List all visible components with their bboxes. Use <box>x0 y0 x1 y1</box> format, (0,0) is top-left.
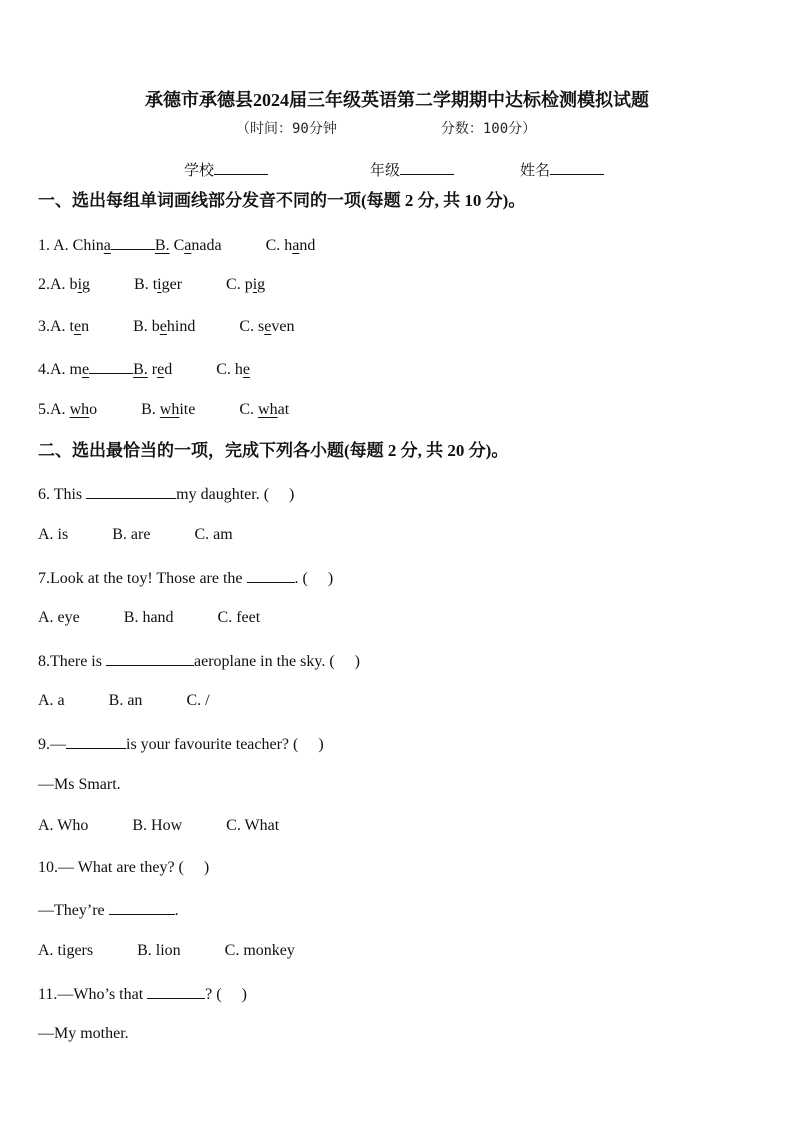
answer-blank <box>109 899 175 915</box>
question-4: 4.A. me B. red C. he <box>38 358 250 380</box>
total-score: 分数：100分） <box>440 121 537 137</box>
exam-meta <box>236 118 536 138</box>
page-title: 承德市承德县2024届三年级英语第二学期期中达标检测模拟试题 <box>145 90 649 110</box>
name-blank <box>550 159 604 175</box>
school-label: 学校 <box>184 163 215 179</box>
question-6-options: A. is B. are C. am <box>38 526 233 543</box>
name-label: 姓名 <box>520 163 551 179</box>
question-11: 11.—Who’s that ? ( ) <box>38 983 247 1005</box>
question-7-options: A. eye B. hand C. feet <box>38 609 261 626</box>
grade-label: 年级 <box>370 163 401 179</box>
question-10-options: A. tigers B. lion C. monkey <box>38 942 295 959</box>
answer-blank <box>106 650 194 666</box>
grade-field <box>370 159 454 180</box>
answer-blank <box>66 733 126 749</box>
school-blank <box>214 159 268 175</box>
question-10-answer: —They’re . <box>38 899 179 921</box>
question-2: 2.A. big B. tiger C. pig <box>38 276 266 293</box>
answer-blank <box>247 567 295 583</box>
question-8-options: A. a B. an C. / <box>38 692 210 709</box>
section2-heading: 二、选出最恰当的一项，完成下列各小题(每题 2 分, 共 20 分)。 <box>38 441 509 460</box>
question-7: 7.Look at the toy! Those are the . ( ) <box>38 567 333 589</box>
answer-blank <box>147 983 205 999</box>
question-11-answer: —My mother. <box>38 1025 129 1042</box>
question-6: 6. This my daughter. ( ) <box>38 483 294 505</box>
answer-blank <box>86 483 176 499</box>
time-limit: （时间：90分钟 <box>236 121 337 137</box>
grade-blank <box>400 159 454 175</box>
question-3: 3.A. ten B. behind C. seven <box>38 318 295 335</box>
question-5: 5.A. who B. white C. what <box>38 401 290 418</box>
question-9-answer: —Ms Smart. <box>38 776 121 793</box>
school-field <box>184 159 268 180</box>
section1-heading: 一、选出每组单词画线部分发音不同的一项(每题 2 分, 共 10 分)。 <box>38 191 526 210</box>
question-8: 8.There is aeroplane in the sky. ( ) <box>38 650 360 672</box>
question-1: 1. A. China B. Canada C. hand <box>38 234 315 256</box>
question-9-options: A. Who B. How C. What <box>38 817 280 834</box>
name-field <box>520 159 604 180</box>
question-10: 10.— What are they? ( ) <box>38 859 210 876</box>
question-9: 9.— is your favourite teacher? ( ) <box>38 733 324 755</box>
